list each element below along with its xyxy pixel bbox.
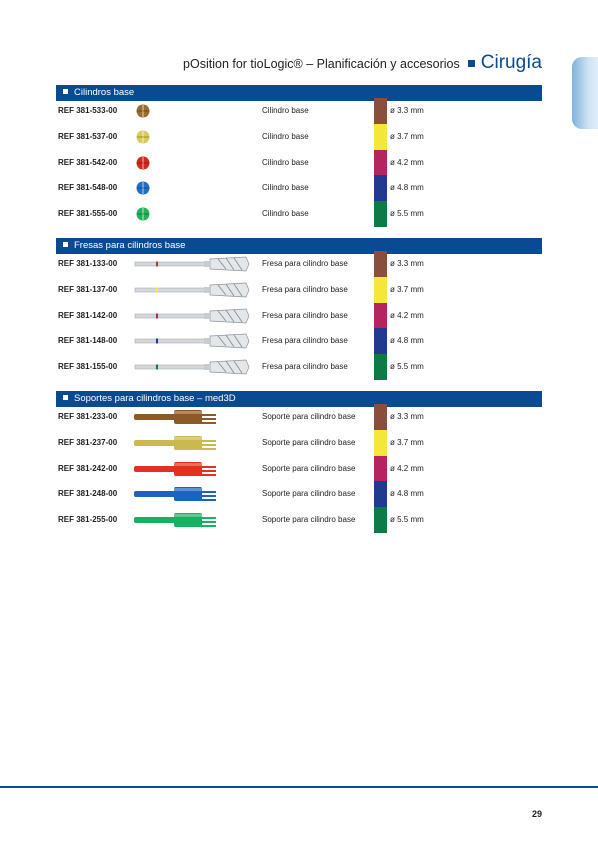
product-diameter: ø 3.7 mm xyxy=(390,437,424,447)
product-ref: REF 381-533-00 xyxy=(58,106,118,115)
holder-image xyxy=(134,404,234,430)
product-diameter: ø 4.8 mm xyxy=(390,489,424,499)
product-ref: REF 381-542-00 xyxy=(58,157,118,167)
product-row xyxy=(56,201,542,227)
product-diameter: ø 3.7 mm xyxy=(390,131,424,141)
product-description: Fresa para cilindro base xyxy=(262,336,348,346)
product-description: Cilindro base xyxy=(262,106,309,115)
product-row xyxy=(56,277,542,303)
page-number: 29 xyxy=(531,809,542,819)
color-code-swatch xyxy=(374,251,387,277)
color-code-swatch xyxy=(374,175,387,201)
footer-rule xyxy=(0,786,598,788)
product-row xyxy=(56,328,542,354)
product-description: Cilindro base xyxy=(262,209,309,219)
product-description: Cilindro base xyxy=(262,183,309,193)
product-ref: REF 381-237-00 xyxy=(58,437,118,447)
product-row xyxy=(56,481,542,507)
drill-image xyxy=(134,303,234,329)
product-ref: REF 381-242-00 xyxy=(58,463,118,473)
product-ref: REF 381-137-00 xyxy=(58,284,118,294)
section-square-bullet xyxy=(63,242,68,247)
product-description: Soporte para cilindro base xyxy=(262,489,356,499)
cylinder-image xyxy=(134,124,234,150)
product-ref: REF 381-148-00 xyxy=(58,336,118,346)
product-row xyxy=(56,124,542,150)
holder-image xyxy=(134,481,234,507)
cylinder-image xyxy=(134,150,234,176)
product-description: Cilindro base xyxy=(262,131,309,141)
product-diameter: ø 4.2 mm xyxy=(390,157,424,167)
product-ref: REF 381-255-00 xyxy=(58,515,118,525)
color-code-swatch xyxy=(374,354,387,380)
color-code-swatch xyxy=(374,328,387,354)
page-header xyxy=(0,52,542,74)
product-diameter: ø 3.7 mm xyxy=(390,284,424,294)
product-row xyxy=(56,354,542,380)
product-row xyxy=(56,251,542,277)
product-row xyxy=(56,303,542,329)
page-subtitle: pOsition for tioLogic® – Planificación y accesorios xyxy=(183,57,460,71)
product-diameter: ø 3.3 mm xyxy=(390,412,424,421)
color-code-swatch xyxy=(374,481,387,507)
product-ref: REF 381-548-00 xyxy=(58,183,118,193)
product-diameter: ø 3.3 mm xyxy=(390,259,424,268)
holder-image xyxy=(134,507,234,533)
drill-image xyxy=(134,328,234,354)
section-title: Cilindros base xyxy=(74,87,135,98)
product-row xyxy=(56,175,542,201)
page-title: Cirugía xyxy=(480,52,542,73)
product-diameter: ø 4.2 mm xyxy=(390,310,424,320)
color-code-swatch xyxy=(374,456,387,482)
holder-image xyxy=(134,456,234,482)
cylinder-image xyxy=(134,175,234,201)
section-square-bullet xyxy=(63,89,68,94)
color-code-swatch xyxy=(374,303,387,329)
product-ref: REF 381-555-00 xyxy=(58,209,118,219)
product-row xyxy=(56,150,542,176)
color-code-swatch xyxy=(374,124,387,150)
holder-image xyxy=(134,430,234,456)
color-code-swatch xyxy=(374,150,387,176)
product-row xyxy=(56,456,542,482)
product-ref: REF 381-142-00 xyxy=(58,310,118,320)
product-diameter: ø 5.5 mm xyxy=(390,209,424,219)
color-code-swatch xyxy=(374,98,387,124)
product-description: Soporte para cilindro base xyxy=(262,437,356,447)
product-row xyxy=(56,430,542,456)
color-code-swatch xyxy=(374,404,387,430)
product-diameter: ø 4.2 mm xyxy=(390,463,424,473)
product-description: Fresa para cilindro base xyxy=(262,310,348,320)
section-title: Soportes para cilindros base – med3D xyxy=(74,393,236,404)
product-diameter: ø 4.8 mm xyxy=(390,336,424,346)
product-diameter: ø 3.3 mm xyxy=(390,106,424,115)
product-description: Soporte para cilindro base xyxy=(262,515,356,525)
header-square-bullet xyxy=(468,60,475,67)
product-row xyxy=(56,507,542,533)
drill-image xyxy=(134,354,234,380)
section-title: Fresas para cilindros base xyxy=(74,240,186,251)
product-description: Soporte para cilindro base xyxy=(262,463,356,473)
product-ref: REF 381-537-00 xyxy=(58,131,118,141)
product-ref: REF 381-233-00 xyxy=(58,412,118,421)
product-ref: REF 381-155-00 xyxy=(58,362,118,372)
color-code-swatch xyxy=(374,430,387,456)
product-description: Fresa para cilindro base xyxy=(262,259,348,268)
color-code-swatch xyxy=(374,201,387,227)
product-description: Soporte para cilindro base xyxy=(262,412,356,421)
product-description: Fresa para cilindro base xyxy=(262,362,348,372)
product-row xyxy=(56,98,542,124)
drill-image xyxy=(134,251,234,277)
side-thumb-tab xyxy=(572,57,598,129)
product-diameter: ø 4.8 mm xyxy=(390,183,424,193)
cylinder-image xyxy=(134,201,234,227)
section-square-bullet xyxy=(63,395,68,400)
color-code-swatch xyxy=(374,507,387,533)
product-ref: REF 381-133-00 xyxy=(58,259,118,268)
product-row xyxy=(56,404,542,430)
product-ref: REF 381-248-00 xyxy=(58,489,118,499)
product-diameter: ø 5.5 mm xyxy=(390,515,424,525)
drill-image xyxy=(134,277,234,303)
product-description: Fresa para cilindro base xyxy=(262,284,348,294)
cylinder-image xyxy=(134,98,234,124)
product-description: Cilindro base xyxy=(262,157,309,167)
color-code-swatch xyxy=(374,277,387,303)
product-diameter: ø 5.5 mm xyxy=(390,362,424,372)
